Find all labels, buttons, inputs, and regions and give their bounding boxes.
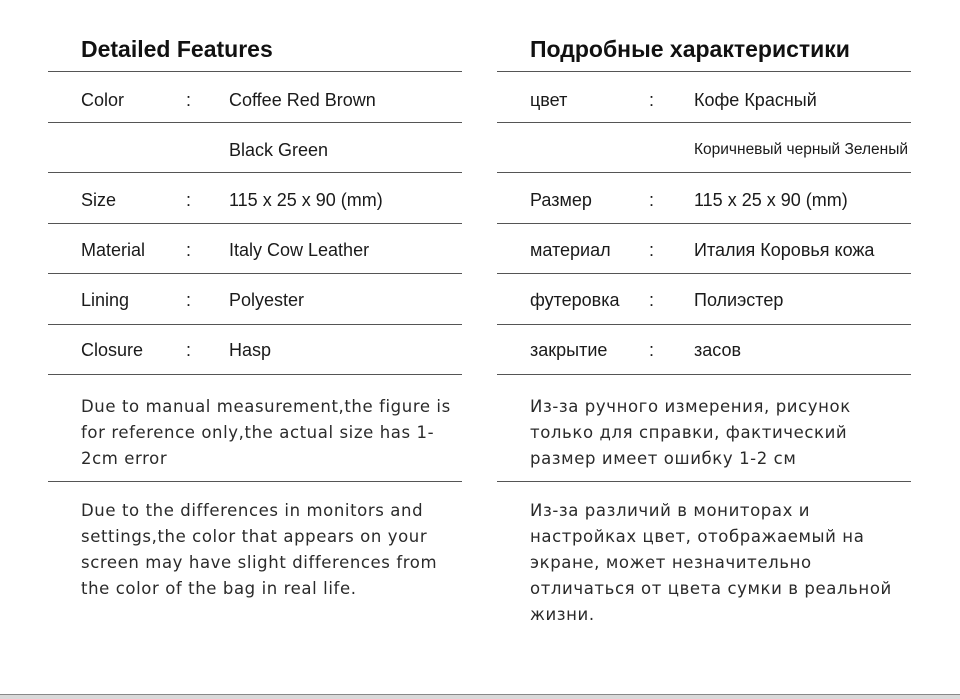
lining-separator: : (649, 290, 655, 310)
lining-separator: : (186, 290, 192, 310)
lining-label: футеровка (530, 290, 620, 310)
divider (497, 374, 911, 375)
measurement-note: Из-за ручного измерения, рисунок только для справки, фактический размер имеет ошибку 1-2 см (530, 397, 851, 468)
color-value-continued: Коричневый черный Зеленый (694, 141, 908, 158)
divider (497, 273, 911, 274)
closure-separator: : (186, 340, 192, 360)
divider (48, 122, 462, 123)
size-separator: : (649, 190, 655, 210)
size-value: 115 x 25 x 90 (mm) (229, 190, 383, 210)
material-label: Material (81, 240, 146, 260)
divider (497, 122, 911, 123)
color-separator: : (186, 90, 192, 110)
material-separator: : (186, 240, 192, 260)
divider (48, 223, 462, 224)
bottom-edge-rule (0, 694, 960, 699)
color-value: Coffee Red Brown (229, 90, 376, 110)
color-separator: : (649, 90, 655, 110)
divider (497, 223, 911, 224)
color-label: цвет (530, 90, 568, 110)
color-label: Color (81, 90, 125, 110)
divider (48, 374, 462, 375)
divider (497, 324, 911, 325)
measurement-note: Due to manual measurement,the figure is for reference only,the actual size has 1-2cm error (81, 397, 451, 468)
divider (48, 324, 462, 325)
closure-value: засов (694, 340, 742, 360)
size-label: Размер (530, 190, 592, 210)
material-value: Италия Коровья кожа (694, 240, 875, 260)
closure-label: закрытие (530, 340, 608, 360)
english-title: Detailed Features (81, 36, 273, 62)
size-label: Size (81, 190, 117, 210)
divider (497, 172, 911, 173)
color-value: Кофе Красный (694, 90, 817, 110)
divider (497, 481, 911, 482)
color-difference-note: Из-за различий в мониторах и настройках цвет, отображаемый на экране, может незначительно отличаться от цвета сумки в реальной жизни. (530, 501, 892, 624)
material-separator: : (649, 240, 655, 260)
lining-value: Polyester (229, 290, 305, 310)
size-separator: : (186, 190, 192, 210)
material-value: Italy Cow Leather (229, 240, 370, 260)
divider (497, 71, 911, 72)
lining-label: Lining (81, 290, 130, 310)
closure-separator: : (649, 340, 655, 360)
divider (48, 481, 462, 482)
russian-title: Подробные характеристики (530, 36, 850, 62)
material-label: материал (530, 240, 611, 260)
closure-label: Closure (81, 340, 144, 360)
divider (48, 71, 462, 72)
lining-value: Полиэстер (694, 290, 784, 310)
divider (48, 172, 462, 173)
closure-value: Hasp (229, 340, 272, 360)
color-difference-note: Due to the differences in monitors and settings,the color that appears on your screen may have slight differences from the color of the bag in real life. (81, 501, 438, 598)
divider (48, 273, 462, 274)
color-value-continued: Black Green (229, 140, 329, 160)
size-value: 115 x 25 x 90 (mm) (694, 190, 848, 210)
